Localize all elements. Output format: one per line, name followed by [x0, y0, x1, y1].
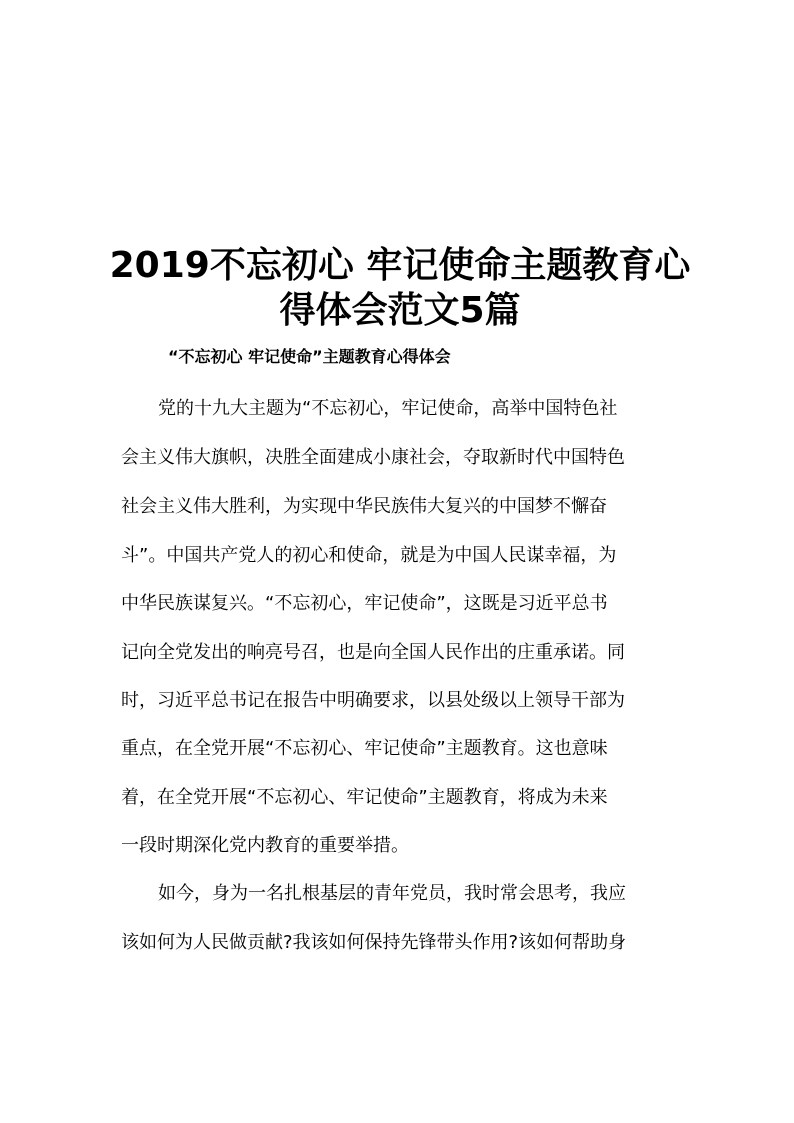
- document-title-line-1: 2019不忘初心 牢记使命主题教育心: [109, 245, 691, 286]
- paragraph-1-line-1: 党的十九大主题为“不忘初心，牢记使命，高举中国特色社: [158, 398, 618, 419]
- paragraph-1-line-9: 着，在全党开展“不忘初心、牢记使命”主题教育，将成为未来: [121, 787, 608, 808]
- paragraph-1-line-5: 中华民族谋复兴。“不忘初心，牢记使命”，这既是习近平总书: [121, 593, 608, 614]
- paragraph-2-line-2: 该如何为人民做贡献?我该如何保持先锋带头作用?该如何帮助身: [121, 932, 627, 953]
- section-heading: “不忘初心 牢记使命”主题教育心得体会: [168, 347, 451, 366]
- paragraph-1-line-8: 重点，在全党开展“不忘初心、牢记使命”主题教育。这也意味: [121, 738, 608, 759]
- paragraph-1-line-7: 时，习近平总书记在报告中明确要求，以县处级以上领导干部为: [121, 690, 625, 711]
- paragraph-1-line-6: 记向全党发出的响亮号召，也是向全国人民作出的庄重承诺。同: [121, 642, 625, 663]
- paragraph-2-line-1: 如今，身为一名扎根基层的青年党员，我时常会思考，我应: [158, 883, 626, 904]
- paragraph-1-line-2: 会主义伟大旗帜，决胜全面建成小康社会，夺取新时代中国特色: [121, 447, 625, 468]
- document-title-line-2: 得体会范文5篇: [279, 290, 521, 331]
- paragraph-1-line-3: 社会主义伟大胜利，为实现中华民族伟大复兴的中国梦不懈奋: [121, 496, 607, 517]
- paragraph-1-line-4: 斗”。中国共产党人的初心和使命，就是为中国人民谋幸福，为: [121, 545, 617, 566]
- paragraph-1-line-10: 一段时期深化党内教育的重要举措。: [121, 835, 409, 856]
